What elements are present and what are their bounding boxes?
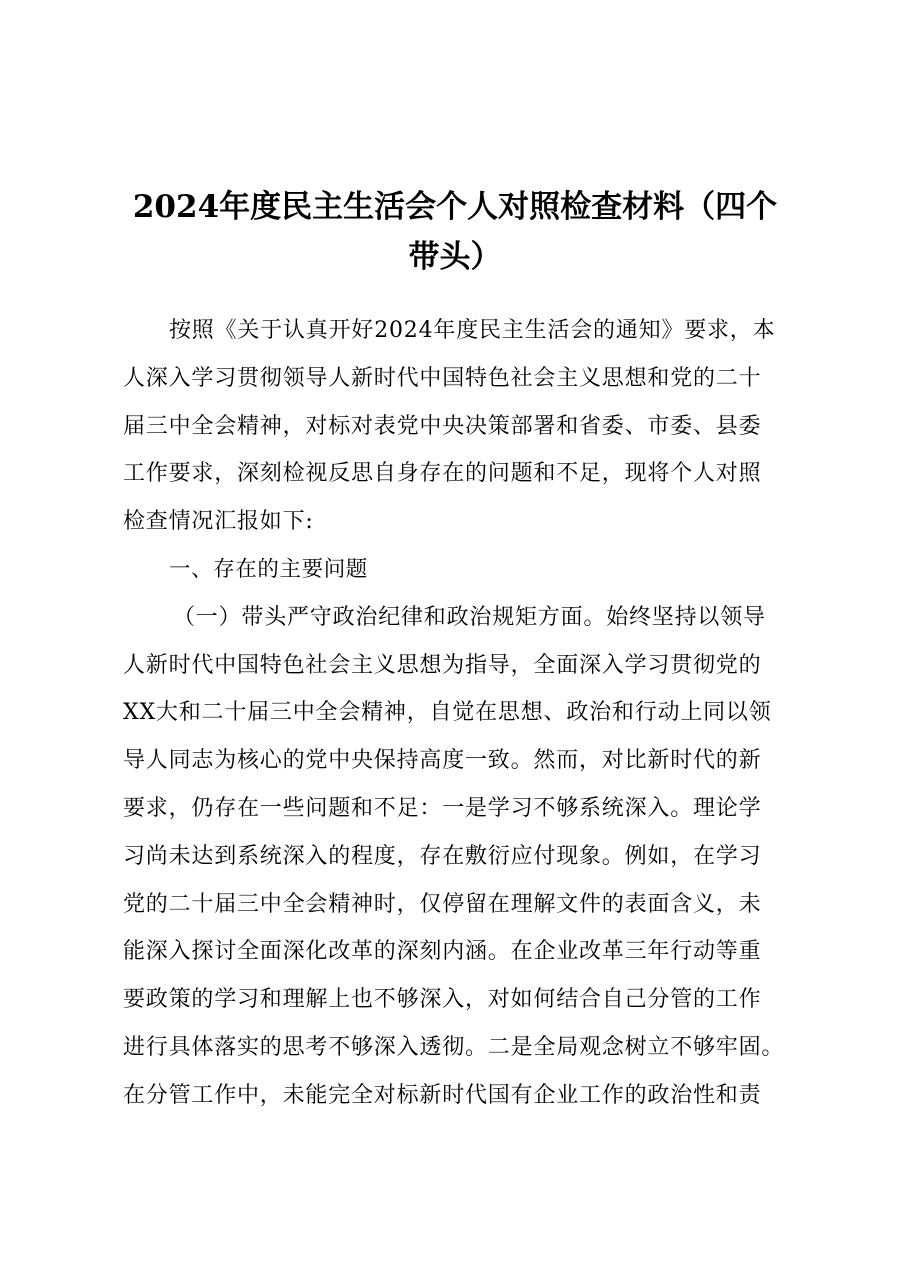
- paragraph-line: 党的二十届三中全会精神时，仅停留在理解文件的表面含义，未: [123, 891, 762, 917]
- document-body: [123, 307, 793, 1120]
- paragraph-line: 能深入探讨全面深化改革的深刻内涵。在企业改革三年行动等重: [123, 939, 762, 965]
- paragraph-line: 要求，仍存在一些问题和不足：一是学习不够系统深入。理论学: [123, 795, 762, 821]
- intro-line: 按照《关于认真开好2024年度民主生活会的通知》要求，本: [169, 318, 776, 343]
- paragraph-line: 在分管工作中，未能完全对标新时代国有企业工作的政治性和责: [123, 1082, 762, 1108]
- intro-line: 人深入学习贯彻领导人新时代中国特色社会主义思想和党的二十: [123, 365, 762, 391]
- title-line-2: 带头）: [408, 239, 502, 275]
- intro-line: 届三中全会精神，对标对表党中央决策部署和省委、市委、县委: [123, 413, 762, 439]
- paragraph-line: 进行具体落实的思考不够深入透彻。二是全局观念树立不够牢固。: [123, 1034, 785, 1060]
- paragraph-line: 导人同志为核心的党中央保持高度一致。然而，对比新时代的新: [123, 748, 762, 774]
- document-title: [110, 182, 800, 282]
- section-heading: 一、存在的主要问题: [169, 556, 368, 582]
- paragraph-line: XX大和二十届三中全会精神，自觉在思想、政治和行动上同以领: [123, 700, 772, 726]
- intro-line: 检查情况汇报如下:: [123, 509, 314, 535]
- intro-line: 工作要求，深刻检视反思自身存在的问题和不足，现将个人对照: [123, 461, 762, 487]
- paragraph-line: 要政策的学习和理解上也不够深入，对如何结合自己分管的工作: [123, 987, 762, 1013]
- paragraph-line: （一）带头严守政治纪律和政治规矩方面。始终坚持以领导: [173, 604, 766, 630]
- paragraph-line: 习尚未达到系统深入的程度，存在敷衍应付现象。例如，在学习: [123, 843, 762, 869]
- title-line-1: 2024年度民主生活会个人对照检查材料（四个: [132, 189, 778, 225]
- paragraph-line: 人新时代中国特色社会主义思想为指导，全面深入学习贯彻党的: [123, 652, 762, 678]
